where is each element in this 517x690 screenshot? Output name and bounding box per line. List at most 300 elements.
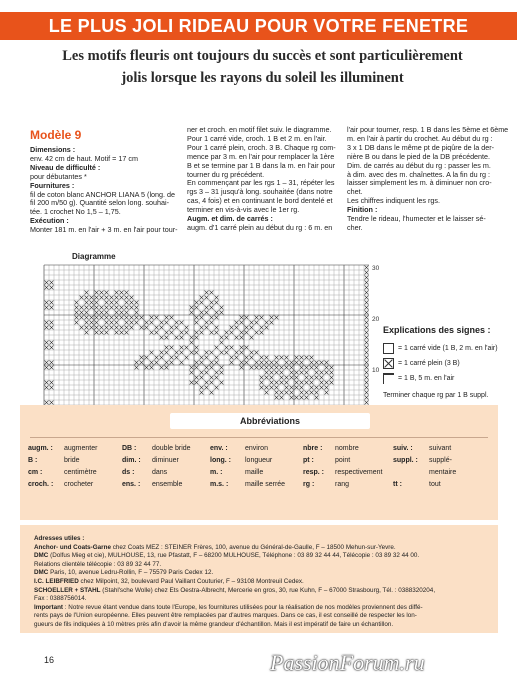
abbreviation-value: rang (335, 481, 350, 488)
filled-square (210, 351, 214, 355)
execution-heading: Exécution : (30, 216, 69, 226)
filled-square (165, 336, 169, 340)
filled-square (320, 371, 324, 375)
filled-square (200, 311, 204, 315)
filled-square (45, 346, 49, 350)
abbreviation-key: rg : (303, 481, 315, 488)
filled-square (210, 321, 214, 325)
filled-square (215, 356, 219, 360)
address-text: rents pays de l'Union européenne. Elles peuvent être remplacées par d'autres marques. Dans ce cas, il est conseillé de respecter les lon- (34, 612, 417, 620)
filled-square (105, 291, 109, 295)
filled-square (45, 326, 49, 330)
filled-square (255, 321, 259, 325)
filled-square (270, 366, 274, 370)
filled-square (50, 366, 54, 370)
filled-square (235, 351, 239, 355)
filled-square (170, 361, 174, 365)
filled-square (170, 316, 174, 320)
filled-square (205, 381, 209, 385)
filled-square (200, 326, 204, 330)
filled-square (240, 336, 244, 340)
filled-square (165, 346, 169, 350)
filled-square (320, 381, 324, 385)
abbreviation-value: crocheter (64, 481, 94, 488)
filled-square (100, 316, 104, 320)
legend-edge-text: = 1 B, 5 m. en l'air (398, 375, 455, 382)
filled-square (290, 386, 294, 390)
filled-square (240, 361, 244, 365)
filled-square (105, 331, 109, 335)
filled-square (105, 326, 109, 330)
filled-square (265, 326, 269, 330)
filled-square (105, 296, 109, 300)
addresses-box (20, 525, 498, 633)
filled-square (195, 381, 199, 385)
filled-square (220, 351, 224, 355)
filled-square (115, 326, 119, 330)
filled-square (255, 316, 259, 320)
filled-square (265, 321, 269, 325)
filled-square (220, 311, 224, 315)
abbreviation-value: supplé- (429, 457, 452, 464)
abbreviations-table (28, 443, 498, 491)
filled-square (45, 321, 49, 325)
filled-square (125, 331, 129, 335)
filled-square (235, 336, 239, 340)
filled-square (215, 301, 219, 305)
legend-full (383, 356, 513, 371)
filled-square (135, 361, 139, 365)
materials-line-3: tée. 1 crochet No 1,5 – 1,75. (30, 207, 121, 217)
abbreviation-value: double bride (152, 445, 191, 452)
filled-square (125, 306, 129, 310)
abbreviation-value: maille serrée (245, 481, 286, 488)
abbreviation-value: ensemble (152, 481, 183, 488)
filled-square (290, 371, 294, 375)
col2-line: ner et croch. en motif filet suiv. le diagramme. (187, 125, 332, 134)
abbreviation-value: environ (245, 445, 268, 452)
filled-square (245, 356, 249, 360)
filled-square (320, 376, 324, 380)
filled-square (305, 366, 309, 370)
filled-square (260, 386, 264, 390)
filled-square (365, 271, 369, 275)
filled-square (200, 361, 204, 365)
filled-square (265, 356, 269, 360)
filled-square (80, 296, 84, 300)
address-line (34, 604, 489, 613)
address-line (34, 569, 489, 578)
abbreviations-title: Abbréviations (170, 413, 370, 429)
filled-square (280, 391, 284, 395)
filled-square (120, 326, 124, 330)
filled-square (115, 291, 119, 295)
filled-square (365, 386, 369, 390)
filled-square (125, 301, 129, 305)
filled-square (195, 346, 199, 350)
filled-square (275, 386, 279, 390)
filled-square (195, 351, 199, 355)
filled-square (165, 366, 169, 370)
filled-square (105, 321, 109, 325)
filled-square (260, 331, 264, 335)
filled-square (265, 361, 269, 365)
abbreviation-key: m.s. : (210, 481, 229, 488)
filled-square (50, 341, 54, 345)
filled-square (95, 291, 99, 295)
page-number: 16 (44, 655, 55, 665)
filled-square (365, 296, 369, 300)
abbreviation-key: ds : (122, 469, 135, 476)
filled-square (275, 316, 279, 320)
col3-line: nière B ou dans le pied de la DB précédente. (347, 151, 491, 161)
filled-square (165, 361, 169, 365)
instructions-col-3 (347, 126, 512, 233)
filled-square (150, 366, 154, 370)
materials-heading: Fournitures : (30, 180, 75, 190)
filled-square (115, 311, 119, 315)
address-text: chez Milpoint, 32, boulevard Paul Vaillant Couturier, F – 93108 Montreuil Cedex. (78, 577, 304, 585)
filled-square (240, 366, 244, 370)
abbreviation-value: tout (429, 481, 441, 488)
filled-square (135, 311, 139, 315)
filled-square (230, 356, 234, 360)
filled-square (150, 361, 154, 365)
filled-square (235, 326, 239, 330)
filled-square (365, 331, 369, 335)
filled-square (85, 296, 89, 300)
filled-square (260, 381, 264, 385)
filled-square (265, 366, 269, 370)
filled-square (175, 351, 179, 355)
abbreviation-row (28, 443, 498, 455)
filled-square (365, 346, 369, 350)
filled-square (110, 321, 114, 325)
filled-square (150, 316, 154, 320)
filled-square (125, 326, 129, 330)
filled-square (165, 331, 169, 335)
filled-square (75, 316, 79, 320)
filled-square (200, 296, 204, 300)
address-line (34, 552, 489, 561)
execution-line-1: Monter 181 m. en l'air + 3 m. en l'air pour tour- (30, 225, 178, 235)
filled-square (275, 366, 279, 370)
filled-square (170, 326, 174, 330)
filled-square (180, 331, 184, 335)
filled-square (290, 391, 294, 395)
filled-square (200, 391, 204, 395)
abbreviation-key (393, 467, 429, 479)
abbreviation-key: ens. : (122, 481, 141, 488)
col2-line: terminer en vis-à-vis avec le 1er rg. (187, 205, 300, 215)
filled-square (180, 361, 184, 365)
filled-square (190, 351, 194, 355)
filled-square (45, 306, 49, 310)
filled-square (85, 291, 89, 295)
filled-square (135, 366, 139, 370)
col3-line: Dim. de carrés au début du rg : passer les m. (347, 160, 491, 170)
abbreviation-key: suppl. : (393, 457, 418, 464)
filled-square (200, 376, 204, 380)
filled-square (250, 336, 254, 340)
filled-square (205, 366, 209, 370)
filled-square (255, 351, 259, 355)
filled-square (190, 336, 194, 340)
abbreviation-key: croch. : (28, 481, 54, 488)
address-text: (Dolfus Mieg et cie), MULHOUSE, 13, rue Pfastatt, F – 68200 MULHOUSE, Téléphone : 03 89 32 44 44, Télécopie : 03 89 32 44 00. (48, 552, 420, 560)
filled-square (250, 366, 254, 370)
filled-square (140, 326, 144, 330)
filled-square (270, 361, 274, 365)
abbreviation-key: tt : (393, 481, 402, 488)
abbreviation-value: respectivement (335, 469, 383, 476)
filled-square (210, 381, 214, 385)
filled-square (195, 336, 199, 340)
filled-square (175, 321, 179, 325)
filled-square (240, 346, 244, 350)
filled-square (115, 301, 119, 305)
filled-square (300, 361, 304, 365)
filled-square (365, 391, 369, 395)
filled-square (90, 326, 94, 330)
filled-square (80, 306, 84, 310)
subtitle (40, 45, 485, 89)
filled-square (295, 371, 299, 375)
filled-square (200, 386, 204, 390)
legend-empty-text: = 1 carré vide (1 B, 2 m. en l'air) (398, 345, 498, 352)
filled-square (235, 356, 239, 360)
filled-square (125, 296, 129, 300)
filled-square (300, 381, 304, 385)
filled-square (365, 401, 369, 405)
filled-square (50, 286, 54, 290)
filled-square (230, 346, 234, 350)
filled-square (45, 381, 49, 385)
filled-square (230, 326, 234, 330)
model-title: Modèle 9 (30, 128, 82, 142)
filled-square (130, 296, 134, 300)
col3-line: Les chiffres indiquent les rgs. (347, 196, 440, 206)
filled-square (195, 331, 199, 335)
filled-square (280, 366, 284, 370)
legend-empty (383, 341, 513, 356)
subtitle-line-2: jolis lorsque les rayons du soleil les illuminent (121, 70, 404, 86)
filled-square (295, 386, 299, 390)
divider (30, 437, 488, 438)
addresses-title: Adresses utiles : (34, 535, 85, 542)
filled-square (310, 391, 314, 395)
filled-square (215, 311, 219, 315)
filled-square (195, 306, 199, 310)
col2-line: B et se termine par 1 B dans la m. en l'air pour (187, 160, 335, 170)
filled-square (290, 376, 294, 380)
col2-line: tourner du rg précédent. (187, 169, 265, 179)
filled-square (310, 386, 314, 390)
filled-square (85, 321, 89, 325)
filled-square (100, 306, 104, 310)
filled-square (310, 361, 314, 365)
address-line (34, 578, 489, 587)
filled-square (90, 296, 94, 300)
filled-square (185, 346, 189, 350)
filled-square (265, 391, 269, 395)
filled-square (190, 306, 194, 310)
address-text: gueurs de fils indiquées à 10 mètres près afin d'avoir la même grandeur d'échantillon. Mais il est impératif de faire un échantillon. (34, 620, 394, 628)
filled-square (320, 386, 324, 390)
filled-square (315, 371, 319, 375)
filled-square (315, 386, 319, 390)
filled-square (190, 381, 194, 385)
filled-square (255, 361, 259, 365)
filled-square (240, 321, 244, 325)
filled-square (275, 356, 279, 360)
filled-square (210, 376, 214, 380)
filled-square (75, 311, 79, 315)
filled-square (95, 311, 99, 315)
filled-square (275, 381, 279, 385)
col2-line: augm. d'1 carré plein au début du rg : 6 m. en (187, 222, 333, 232)
filled-square (95, 306, 99, 310)
filled-square (125, 321, 129, 325)
filled-square (115, 316, 119, 320)
filled-square (220, 306, 224, 310)
filled-square (310, 376, 314, 380)
abbreviation-row (28, 455, 498, 467)
address-company: DMC (34, 569, 49, 577)
filled-square (290, 396, 294, 400)
filled-square (105, 306, 109, 310)
filled-square (180, 321, 184, 325)
filled-square (215, 331, 219, 335)
col2-line: Augm. et dim. de carrés : (187, 214, 273, 224)
col2-line: cas, 4 fois) et en continuant le bord dentelé et (187, 196, 333, 206)
filled-square (260, 316, 264, 320)
abbreviation-key: cm : (28, 469, 43, 476)
abbreviation-key: augm. : (28, 445, 53, 452)
filled-square (330, 366, 334, 370)
filled-square (225, 336, 229, 340)
filled-square (310, 356, 314, 360)
filled-square (100, 326, 104, 330)
filled-square (260, 361, 264, 365)
materials-line-1: fil de coton blanc ANCHOR LIANA 5 (long. de (30, 189, 176, 199)
filled-square (50, 386, 54, 390)
filled-square (85, 301, 89, 305)
filled-square (325, 361, 329, 365)
filled-square (145, 366, 149, 370)
filled-square (155, 326, 159, 330)
col2-line: Pour 1 carré vide, croch. 1 B et 2 m. en l'air. (187, 133, 327, 143)
filled-square (190, 371, 194, 375)
filled-square (330, 381, 334, 385)
edge-bracket-icon (383, 373, 394, 384)
filled-square (325, 391, 329, 395)
filled-square (205, 296, 209, 300)
filled-square (250, 321, 254, 325)
filled-square (140, 361, 144, 365)
filled-square (185, 326, 189, 330)
filled-square (180, 346, 184, 350)
addresses-content (34, 535, 489, 630)
filled-square (265, 376, 269, 380)
abbreviation-value: bride (64, 457, 80, 464)
filled-square (210, 306, 214, 310)
address-company: Important (34, 603, 64, 611)
filled-square (50, 301, 54, 305)
filled-square (225, 331, 229, 335)
col3-line: m. en l'air à partir du crochet. Au début du rg : (347, 133, 493, 143)
filled-square (230, 331, 234, 335)
abbreviation-key: long. : (210, 457, 231, 464)
filled-square (285, 356, 289, 360)
diagram-label: Diagramme (72, 252, 116, 261)
address-text: chez Coats MEZ : STEINER Frères, 100, avenue du Général-de-Gaulle, F – 18500 Mehun-sur-Yevre. (110, 543, 396, 551)
dimensions-text: env. 42 cm de haut. Motif = 17 cm (30, 153, 138, 163)
filled-square (365, 366, 369, 370)
filled-square (210, 291, 214, 295)
filled-square (90, 301, 94, 305)
filled-square (45, 366, 49, 370)
abbreviation-key: B : (28, 457, 38, 464)
filled-square (95, 321, 99, 325)
filled-square (290, 361, 294, 365)
legend-title: Explications des signes : (383, 325, 491, 335)
filled-square (85, 326, 89, 330)
filled-square (135, 321, 139, 325)
title-banner (0, 12, 517, 40)
filled-square (160, 326, 164, 330)
instructions-col-2 (187, 126, 347, 233)
filled-square (315, 361, 319, 365)
col2-line: Pour 1 carré plein, croch. 3 B. Chaque rg com- (187, 142, 336, 152)
filled-square (50, 306, 54, 310)
filled-square (270, 321, 274, 325)
filled-square (250, 326, 254, 330)
filled-square (240, 331, 244, 335)
filled-square (280, 376, 284, 380)
filled-square-icon (383, 358, 394, 369)
address-line (34, 561, 489, 570)
abbreviation-value: diminuer (152, 457, 179, 464)
filled-square (325, 386, 329, 390)
filled-square (195, 316, 199, 320)
abbreviation-key: m. : (210, 469, 223, 476)
filled-square (280, 396, 284, 400)
filled-square (225, 351, 229, 355)
filled-square (280, 356, 284, 360)
filled-square (210, 331, 214, 335)
filled-square (365, 361, 369, 365)
col2-line: mence par 3 m. en l'air pour remplacer la 1ère (187, 151, 335, 161)
filled-square (300, 366, 304, 370)
filled-square (75, 301, 79, 305)
filled-square (85, 306, 89, 310)
filled-square (235, 321, 239, 325)
filled-square (260, 366, 264, 370)
filled-square (205, 291, 209, 295)
filled-square (100, 296, 104, 300)
filled-square (150, 351, 154, 355)
filled-square (160, 356, 164, 360)
filled-square (265, 371, 269, 375)
address-company: I.C. LEIBFRIED (34, 577, 79, 585)
address-text: : Notre revue étant vendue dans toute l'Europe, les fournitures utilisées pour la réalisation de nos modèles proviennent des diffé- (63, 603, 423, 611)
filled-square (105, 301, 109, 305)
address-text: Relations clientèle télécopie : 03 89 32 44 77. (34, 560, 162, 568)
filled-square (50, 281, 54, 285)
abbreviation-value: nombre (335, 445, 359, 452)
filled-square (240, 351, 244, 355)
